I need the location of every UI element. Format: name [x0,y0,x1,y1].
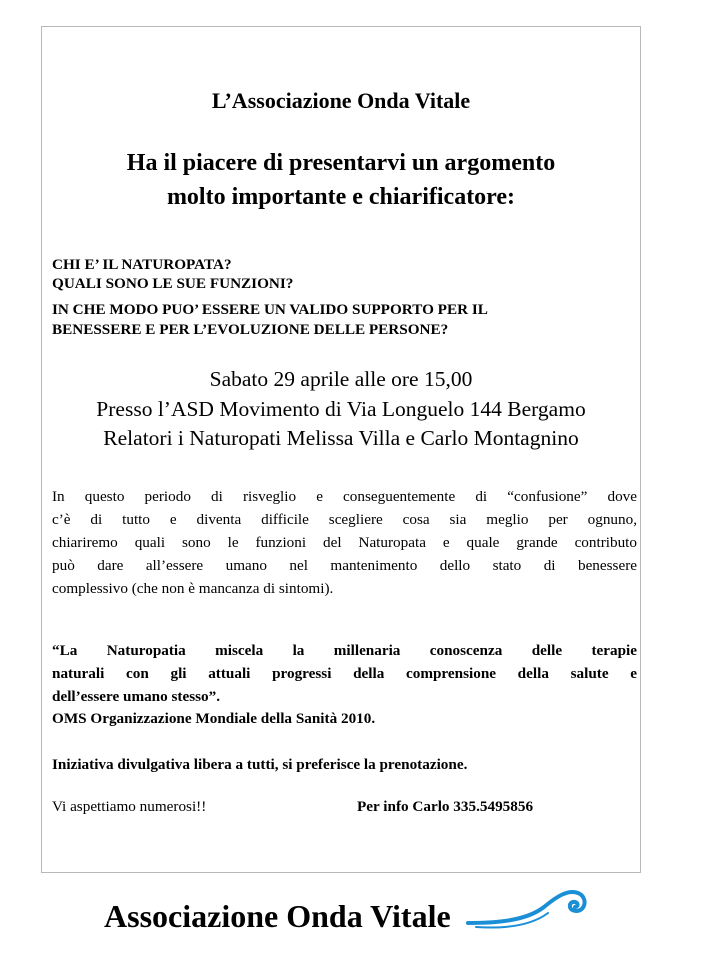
description-paragraph [52,485,637,600]
description-line: chiariremo quali sono le funzioni del Naturopata e quale grande contributo [52,534,637,551]
footer-association-name: Associazione Onda Vitale [104,898,451,934]
quote-source: OMS Organizzazione Mondiale della Sanità 2010. [52,710,376,727]
question-1: CHI E’ IL NATUROPATA? [52,256,232,273]
association-title: L’Associazione Onda Vitale [211,88,471,113]
intro-line-2: molto importante e chiarificatore: [166,184,516,210]
quote-line: dell’essere umano stesso”. [52,688,221,705]
description-line: complessivo (che non è mancanza di sintomi). [52,580,334,597]
welcome-text: Vi aspettiamo numerosi!! [52,798,207,815]
initiative-note: Iniziativa divulgativa libera a tutti, si preferisce la prenotazione. [52,756,468,773]
event-speakers: Relatori i Naturopati Melissa Villa e Carlo Montagnino [103,426,579,450]
question-4: BENESSERE E PER L’EVOLUZIONE DELLE PERSONE? [52,321,449,338]
event-date: Sabato 29 aprile alle ore 15,00 [209,367,473,391]
description-line: c’è di tutto e diventa difficile scegliere cosa sia meglio per ognuno, [52,511,637,528]
event-venue: Presso l’ASD Movimento di Via Longuelo 144 Bergamo [96,397,586,421]
question-2: QUALI SONO LE SUE FUNZIONI? [52,275,294,292]
quote-line: naturali con gli attuali progressi della comprensione della salute e [52,665,637,682]
intro-line-1: Ha il piacere di presentarvi un argomento [126,150,556,176]
wave-spiral-icon [466,883,590,935]
quote-line: “La Naturopatia miscela la millenaria conoscenza delle terapie [52,642,637,659]
quote-paragraph [52,639,637,708]
description-line: In questo periodo di risveglio e conseguentemente di “confusione” dove [52,488,637,505]
contact-info: Per info Carlo 335.5495856 [357,798,534,815]
description-line: può dare all’essere umano nel mantenimento dello stato di benessere [52,557,637,574]
question-3: IN CHE MODO PUO’ ESSERE UN VALIDO SUPPORTO PER IL [52,301,488,318]
